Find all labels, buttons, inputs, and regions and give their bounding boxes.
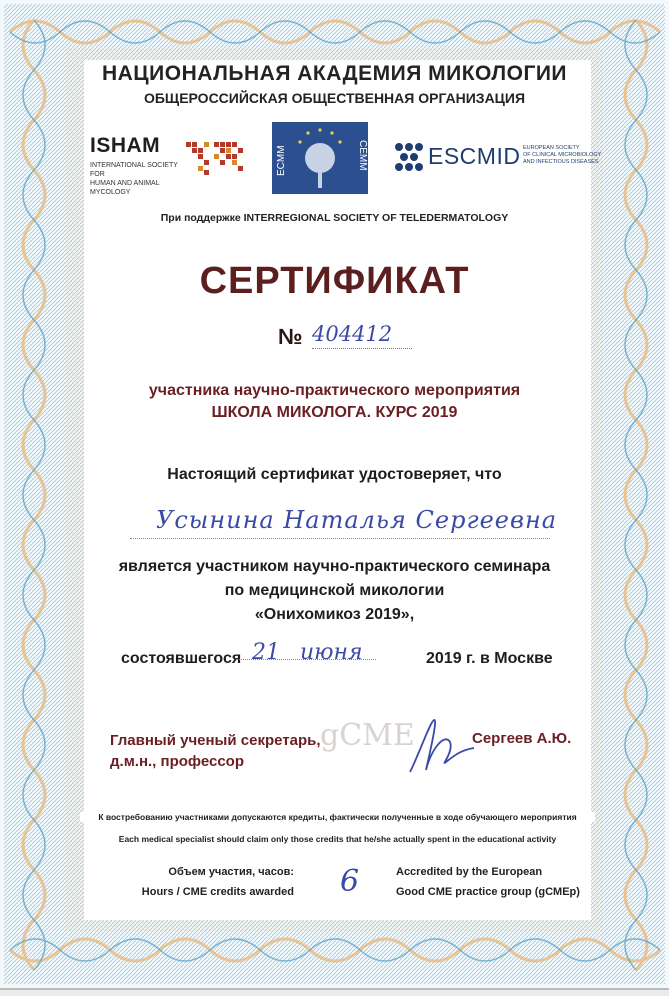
recipient-name: Усынина Наталья Сергеевна	[156, 506, 558, 534]
escmid-logo-subtitle	[523, 145, 613, 166]
escmid-sub-line-2: OF CLINICAL MICROBIOLOGY	[523, 152, 602, 158]
organization-title: НАЦИОНАЛЬНАЯ АКАДЕМИЯ МИКОЛОГИИ	[101, 62, 568, 85]
credits-label-en: Hours / CME credits awarded	[141, 886, 294, 898]
accreditation-line-2: Good CME practice group (gCMEp)	[396, 886, 580, 898]
isham-sub-line-1: INTERNATIONAL SOCIETY FOR	[90, 162, 178, 178]
credits-hours: 6	[340, 864, 360, 899]
escmid-molecule-icon	[394, 142, 424, 172]
participant-line-1: участника научно-практического мероприятия	[148, 382, 521, 399]
credits-label-ru: Объем участия, часов:	[168, 866, 294, 878]
isham-logo-subtitle	[90, 161, 190, 197]
handwritten-signature	[400, 712, 480, 782]
secretary-degree: д.м.н., профессор	[110, 753, 244, 770]
held-prefix: состоявшегося	[121, 650, 242, 667]
held-suffix: 2019 г. в Москве	[426, 650, 553, 667]
credits-labels	[128, 862, 294, 902]
isham-logo-name: ISHAM	[90, 134, 161, 157]
credits-note-ru: К востребованию участниками допускаются кредиты, фактически полученные в ходе обучающего мероприятия	[80, 812, 595, 822]
held-day: 21	[252, 640, 280, 665]
secretary-name: Сергеев А.Ю.	[472, 730, 572, 747]
gcme-watermark: gCME	[320, 718, 415, 753]
ecmm-logo	[272, 122, 368, 194]
certificate-title: СЕРТИФИКАТ	[199, 260, 470, 302]
support-line: При поддержке INTERREGIONAL SOCIETY OF TELEDERMATOLOGY	[160, 212, 509, 224]
accreditation-line-1: Accredited by the European	[396, 866, 543, 878]
secretary-title	[110, 730, 321, 772]
seminar-line-2: по медицинской микологии	[224, 582, 445, 599]
certifies-line: Настоящий сертификат удостоверяет, что	[167, 466, 502, 483]
certificate-number	[312, 322, 412, 349]
scan-edge	[0, 988, 669, 990]
escmid-sub-line-3: AND INFECTIOUS DISEASES	[523, 159, 599, 165]
participant-line-2: ШКОЛА МИКОЛОГА. КУРС 2019	[211, 404, 458, 421]
escmid-sub-line-1: EUROPEAN SOCIETY	[523, 145, 580, 151]
accreditation	[396, 862, 580, 902]
isham-sub-line-2: HUMAN AND ANIMAL MYCOLOGY	[90, 180, 160, 196]
credits-note-en: Each medical specialist should claim only those credits that he/she actually spent in the educational activity	[118, 834, 557, 844]
secretary-role: Главный ученый секретарь,	[110, 732, 321, 749]
svg-text:ECMM: ECMM	[276, 145, 287, 176]
svg-text:CEMM: CEMM	[357, 140, 368, 171]
held-month: июня	[300, 640, 363, 665]
certificate-number-value: 404412	[312, 322, 393, 346]
seminar-line-1: является участником научно-практического семинара	[118, 558, 551, 575]
escmid-logo-name: ESCMID	[428, 143, 521, 169]
world-map-icon	[184, 138, 250, 182]
seminar-name: «Онихомикоз 2019»,	[254, 606, 415, 623]
organization-subtitle: ОБЩЕРОССИЙСКАЯ ОБЩЕСТВЕННАЯ ОРГАНИЗАЦИЯ	[143, 90, 526, 106]
number-sign: №	[278, 324, 303, 349]
